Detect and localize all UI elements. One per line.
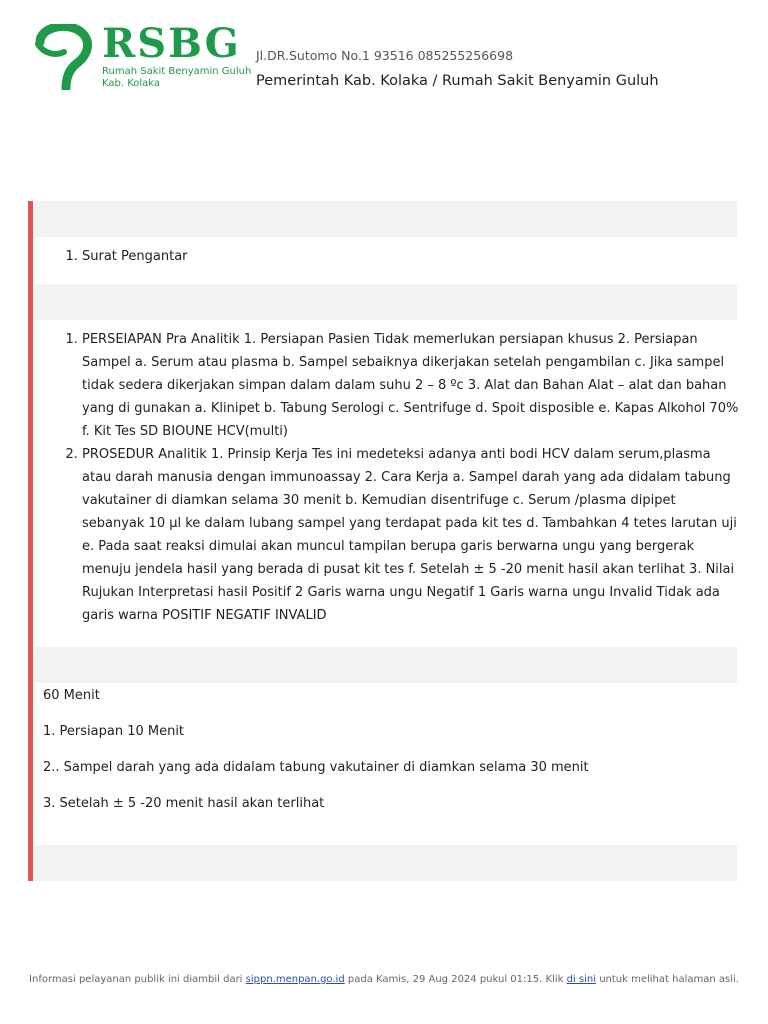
duration-text: 60 Menit [43, 688, 100, 703]
list-item: 1. PERSEIAPAN Pra Analitik 1. Persiapan Pasien Tidak memerlukan persiapan khusus 2. Persiapan Sampel a. Serum atau plasma b. Sampel sebaiknya dikerjakan setelah pengambilan c. Jika sampel tidak sedera dikerjakan simpan dalam dalam suhu 2 – 8 ºc 3. Alat dan Bahan Alat – alat dan bahan yang di gunakan a. Klinipet b. Tabung Serologi c. Sentrifuge d. Spoit disposible e. Kapas Alkohol 70% f. Kit Tes SD BIOUNE HCV(multi) [82, 328, 742, 443]
logo-mark-icon [34, 24, 104, 90]
header-address: Jl.DR.Sutomo No.1 93516 085255256698 [256, 48, 514, 63]
accent-bar [28, 201, 33, 881]
section-header-procedure [35, 284, 737, 320]
hospital-logo [34, 20, 256, 90]
service-content [28, 201, 737, 881]
logo-subtitle-line1: Rumah Sakit Benyamin Guluh [102, 66, 252, 77]
procedure-list [62, 328, 742, 627]
logo-text: RSBG [102, 20, 241, 67]
list-item: 2. PROSEDUR Analitik 1. Prinsip Kerja Tes ini medeteksi adanya anti bodi HCV dalam serum,plasma atau darah manusia dengan immunoassay 2. Cara Kerja a. Sampel darah yang ada didalam tabung vakutainer di diamkan selama 30 menit b. Kemudian disentrifuge c. Serum /plasma dipipet sebanyak 10 µl ke dalam lubang sampel yang terdapat pada kit tes d. Tambahkan 4 tetes larutan uji e. Pada saat reaksi dimulai akan muncul tampilan berupa garis berwarna ungu yang bergerak menuju jendela hasil yang berada di pusat kit tes f. Setelah ± 5 -20 menit hasil akan terlihat 3. Nilai Rujukan Interpretasi hasil Positif 2 Garis warna ungu Negatif 1 Garis warna ungu Invalid Tidak ada garis warna POSITIF NEGATIF INVALID [82, 443, 742, 627]
duration-step: 2.. Sampel darah yang ada didalam tabung vakutainer di diamkan selama 30 menit [43, 760, 589, 775]
source-link[interactable]: sippn.menpan.go.id [245, 974, 345, 985]
duration-step: 3. Setelah ± 5 -20 menit hasil akan terlihat [43, 796, 325, 811]
header-title: Pemerintah Kab. Kolaka / Rumah Sakit Benyamin Guluh [256, 73, 659, 89]
section-header-requirements [35, 201, 737, 237]
logo-subtitle [102, 66, 251, 90]
requirements-list [62, 245, 188, 268]
footer-prefix: Informasi pelayanan publik ini diambil dari [29, 974, 243, 985]
footer-suffix: untuk melihat halaman asli. [599, 974, 739, 985]
logo-subtitle-line2: Kab. Kolaka [102, 78, 161, 89]
section-header-duration [35, 647, 737, 683]
footer-note [0, 974, 768, 985]
original-page-link[interactable]: di sini [566, 974, 596, 985]
footer-middle: pada Kamis, 29 Aug 2024 pukul 01:15. Klik [347, 974, 564, 985]
list-item: 1. Surat Pengantar [82, 245, 188, 268]
duration-step: 1. Persiapan 10 Menit [43, 724, 185, 739]
section-header-empty [35, 845, 737, 881]
